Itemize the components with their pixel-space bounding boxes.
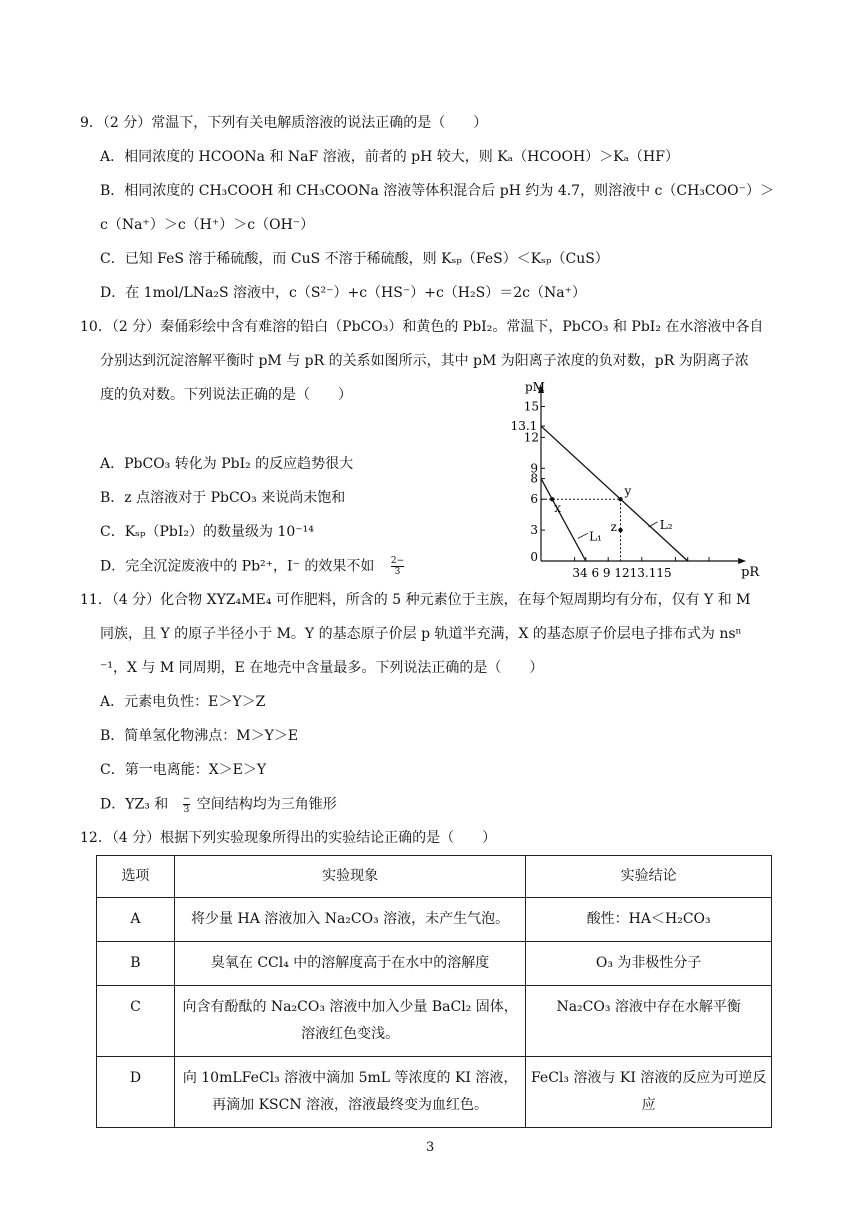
x-axis-label: pR <box>741 565 760 580</box>
row-conclusion: FeCl₃ 溶液与 KI 溶液的反应为可逆反应 <box>526 1057 772 1128</box>
q9-option-c: C．已知 FeS 溶于稀硫酸，而 CuS 不溶于稀硫酸，则 Kₛₚ（FeS）＜Kₛₚ（CuS） <box>100 251 609 267</box>
q10-option-a: A．PbCO₃ 转化为 PbI₂ 的反应趋势很大 <box>100 456 354 472</box>
table-row <box>97 942 772 986</box>
series-label-2: L₂ <box>659 518 673 533</box>
q11-option-d-pre: D．YZ₃ 和 <box>100 796 169 813</box>
fraction-denominator: 3 <box>391 566 404 577</box>
row-phenomenon: 将少量 HA 溶液加入 Na₂CO₃ 溶液，未产生气泡。 <box>174 898 525 942</box>
point-y <box>618 497 622 501</box>
point-label-x: x <box>554 501 561 516</box>
row-option: D <box>97 1057 175 1128</box>
chart-marks <box>541 426 688 561</box>
chart-axes <box>538 385 746 564</box>
q11-option-b: B．简单氢化物沸点：M＞Y＞E <box>100 728 299 744</box>
q11-option-d <box>100 794 337 815</box>
table-row <box>97 898 772 942</box>
y-tick-label: 15 <box>523 399 540 414</box>
series-line-2 <box>541 426 688 561</box>
q10-stem-line2: 分别达到沉淀溶解平衡时 pM 与 pR 的关系如图所示，其中 pM 为阳离子浓度的负对数，pR 为阴离子浓 <box>100 353 749 369</box>
q9-option-b-line2: c（Na⁺）＞c（H⁺）＞c（OH⁻） <box>100 217 315 233</box>
header-phenomenon: 实验现象 <box>174 856 525 898</box>
q9-option-b-line1: B．相同浓度的 CH₃COOH 和 CH₃COONa 溶液等体积混合后 pH 约为 4.7，则溶液中 c（CH₃COO⁻）＞ <box>100 183 774 199</box>
series-line-1 <box>541 479 586 561</box>
y-tick-label: 12 <box>523 430 540 445</box>
q11-option-d-post: 空间结构均为三角锥形 <box>196 796 337 813</box>
y-axis-label: pM <box>525 380 545 394</box>
row-option: A <box>97 898 175 942</box>
row-phenomenon: 臭氧在 CCl₄ 中的溶解度高于在水中的溶解度 <box>174 942 525 986</box>
q11-option-d-fraction <box>183 794 191 815</box>
x-axis-arrow <box>738 558 746 564</box>
q10-option-d-text: D．完全沉淀废液中的 Pb²⁺，I⁻ 的效果不如 <box>100 558 375 575</box>
pm-pr-chart <box>500 378 760 583</box>
q10-stem-line3: 度的负对数。下列说法正确的是（ ） <box>100 387 352 403</box>
q12-stem: 12．（4 分）根据下列实验现象所得出的实验结论正确的是（ ） <box>80 830 497 846</box>
point-label-z: z <box>610 520 617 535</box>
row-conclusion: O₃ 为非极性分子 <box>526 942 772 986</box>
y-tick-label: 8 <box>530 471 539 486</box>
q11-stem-line1: 11．（4 分）化合物 XYZ₄ME₄ 可作肥料，所含的 5 种元素位于主族，在每个短周期均有分布，仅有 Y 和 M <box>80 592 751 608</box>
q11-stem-line3: ⁻¹，X 与 M 同周期，E 在地壳中含量最多。下列说法正确的是（ ） <box>100 660 544 676</box>
y-tick-label: 13.1 <box>510 419 538 434</box>
header-conclusion: 实验结论 <box>526 856 772 898</box>
row-phenomenon: 向含有酚酞的 Na₂CO₃ 溶液中加入少量 BaCl₂ 固体，溶液红色变浅。 <box>174 986 525 1057</box>
page-number: 3 <box>426 1140 435 1155</box>
table-row <box>97 986 772 1057</box>
row-conclusion: Na₂CO₃ 溶液中存在水解平衡 <box>526 986 772 1057</box>
row-option: C <box>97 986 175 1057</box>
y-tick-label: 0 <box>530 550 539 564</box>
q10-option-c: C．Kₛₚ（PbI₂）的数量级为 10⁻¹⁴ <box>100 524 314 540</box>
series-label-1: L₁ <box>589 529 602 544</box>
q11-option-a: A．元素电负性：E＞Y＞Z <box>100 694 266 710</box>
fraction-numerator: 2− <box>390 556 405 566</box>
fraction-numerator: − <box>182 794 191 804</box>
q9-stem: 9．（2 分）常温下，下列有关电解质溶液的说法正确的是（ ） <box>80 115 488 131</box>
y-tick-label: 3 <box>530 523 539 538</box>
fraction-denominator: 3 <box>183 805 190 815</box>
y-tick-label: 6 <box>530 492 539 507</box>
chart-labels <box>511 380 760 580</box>
row-conclusion: 酸性：HA＜H₂CO₃ <box>526 898 772 942</box>
series-leader-1 <box>578 533 588 538</box>
q9-option-d: D．在 1mol/LNa₂S 溶液中，c（S²⁻）+c（HS⁻）+c（H₂S）＝2c（Na⁺） <box>100 285 586 301</box>
y-tick-label: 9 <box>530 461 539 476</box>
q11-option-c: C．第一电离能：X＞E＞Y <box>100 762 267 778</box>
q10-stem-line1: 10．（2 分）秦俑彩绘中含有难溶的铅白（PbCO₃）和黄色的 PbI₂。常温下，PbCO₃ 和 PbI₂ 在水溶液中各自 <box>80 319 764 335</box>
row-option: B <box>97 942 175 986</box>
series-leader-2 <box>649 522 658 527</box>
q12-table <box>96 855 772 1128</box>
point-label-y: y <box>624 484 632 499</box>
header-option: 选项 <box>97 856 175 898</box>
q10-option-b: B．z 点溶液对于 PbCO₃ 来说尚未饱和 <box>100 490 346 506</box>
row-phenomenon: 向 10mLFeCl₃ 溶液中滴加 5mL 等浓度的 KI 溶液，再滴加 KSCN 溶液，溶液最终变为血红色。 <box>174 1057 525 1128</box>
q10-option-d <box>100 556 404 577</box>
q9-option-a: A．相同浓度的 HCOONa 和 NaF 溶液，前者的 pH 较大，则 Kₐ（HCOOH）＞Kₐ（HF） <box>100 149 679 165</box>
point-z <box>618 528 622 532</box>
table-header-row <box>97 856 772 898</box>
q10-option-d-fraction <box>391 556 404 577</box>
x-tick-labels: 34 6 9 1213.115 <box>572 566 672 580</box>
q11-stem-line2: 同族，且 Y 的原子半径小于 M。Y 的基态原子价层 p 轨道半充满，X 的基态原子价层电子排布式为 nsⁿ <box>100 626 742 642</box>
table-row <box>97 1057 772 1128</box>
